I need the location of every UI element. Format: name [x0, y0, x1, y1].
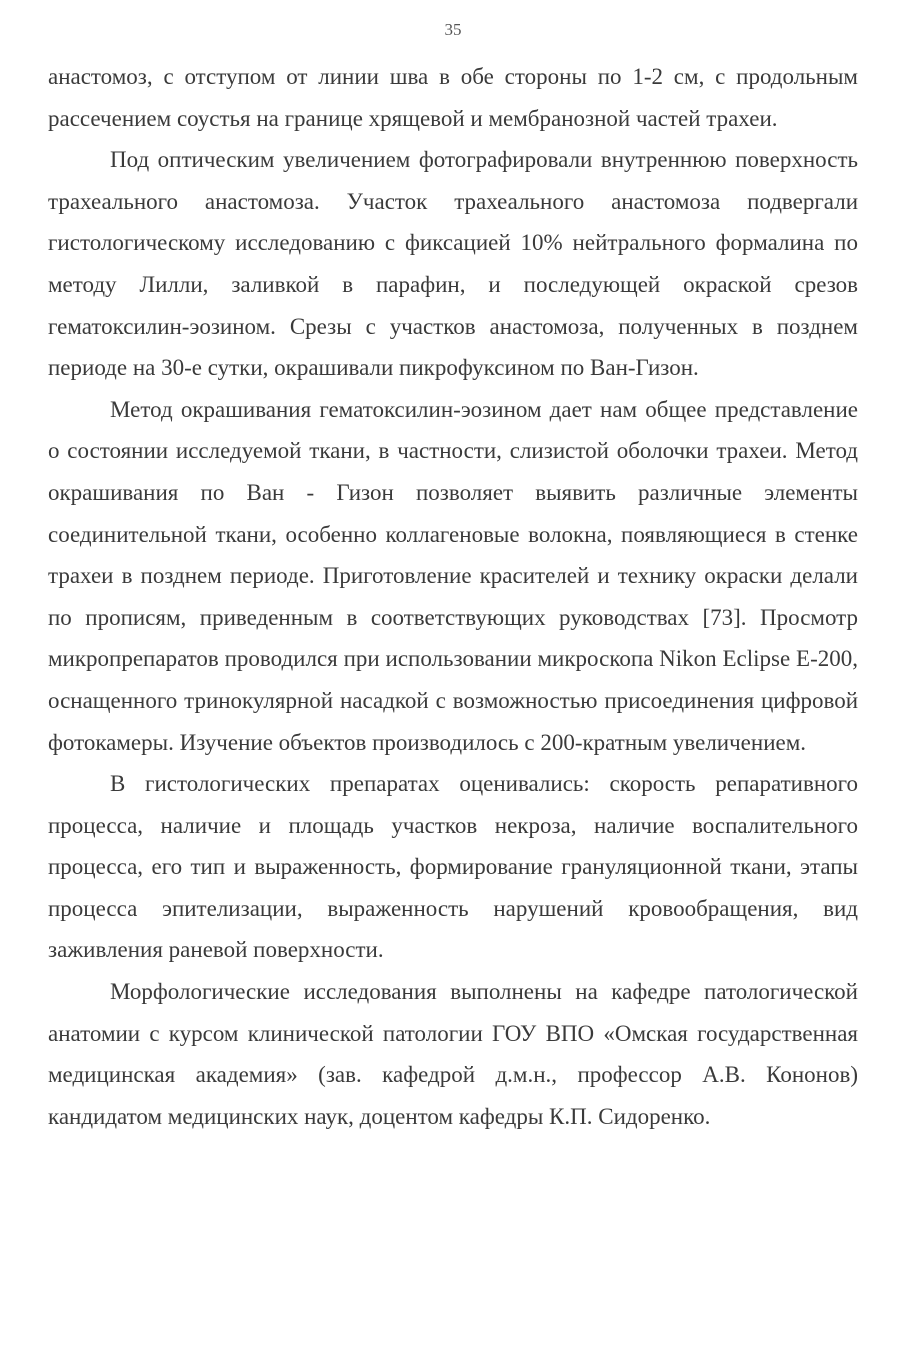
- page-number: 35: [444, 20, 462, 39]
- paragraph-evaluation-criteria: В гистологических препаратах оценивались: скорость репаративного процесса, наличие и площадь участков некроза, наличие воспалительного процесса, его тип и выраженность, формирование грануляционной ткани, этапы процесса эпителизации, выраженность нарушений кровообращения, вид заживления раневой поверхности.: [48, 771, 858, 963]
- paragraph-staining-method: Метод окрашивания гематоксилин-эозином дает нам общее представление о состоянии исследуемой ткани, в частности, слизистой оболочки трахеи. Метод окрашивания по Ван - Гизон позволяет выявить различные элементы соединительной ткани, особенно коллагеновые волокна, появляющиеся в стенке трахеи в позднем периоде. Приготовление красителей и технику окраски делали по прописям, приведенным в соответствующих руководствах [73]. Просмотр микропрепаратов проводился при использовании микроскопа Nikon Eclipse E-200, оснащенного тринокулярной насадкой с возможностью присоединения цифровой фотокамеры. Изучение объектов производилось с 200-кратным увеличением.: [48, 396, 858, 755]
- paragraph-continuation: анастомоз, с отступом от линии шва в обе стороны по 1-2 см, с продольным рассечением соустья на границе хрящевой и мембранозной частей трахеи.: [48, 64, 858, 131]
- body-text: [48, 56, 858, 1137]
- paragraph-acknowledgement: Морфологические исследования выполнены на кафедре патологической анатомии с курсом клинической патологии ГОУ ВПО «Омская государственная медицинская академия» (зав. кафедрой д.м.н., профессор А.В. Кононов) кандидатом медицинских наук, доцентом кафедры К.П. Сидоренко.: [48, 979, 858, 1129]
- paragraph-photography: Под оптическим увеличением фотографировали внутреннюю поверхность трахеального анастомоза. Участок трахеального анастомоза подвергали гистологическому исследованию с фиксацией 10% нейтрального формалина по методу Лилли, заливкой в парафин, и последующей окраской срезов гематоксилин-эозином. Срезы с участков анастомоза, полученных в позднем периоде на 30-е сутки, окрашивали пикрофуксином по Ван-Гизон.: [48, 147, 858, 381]
